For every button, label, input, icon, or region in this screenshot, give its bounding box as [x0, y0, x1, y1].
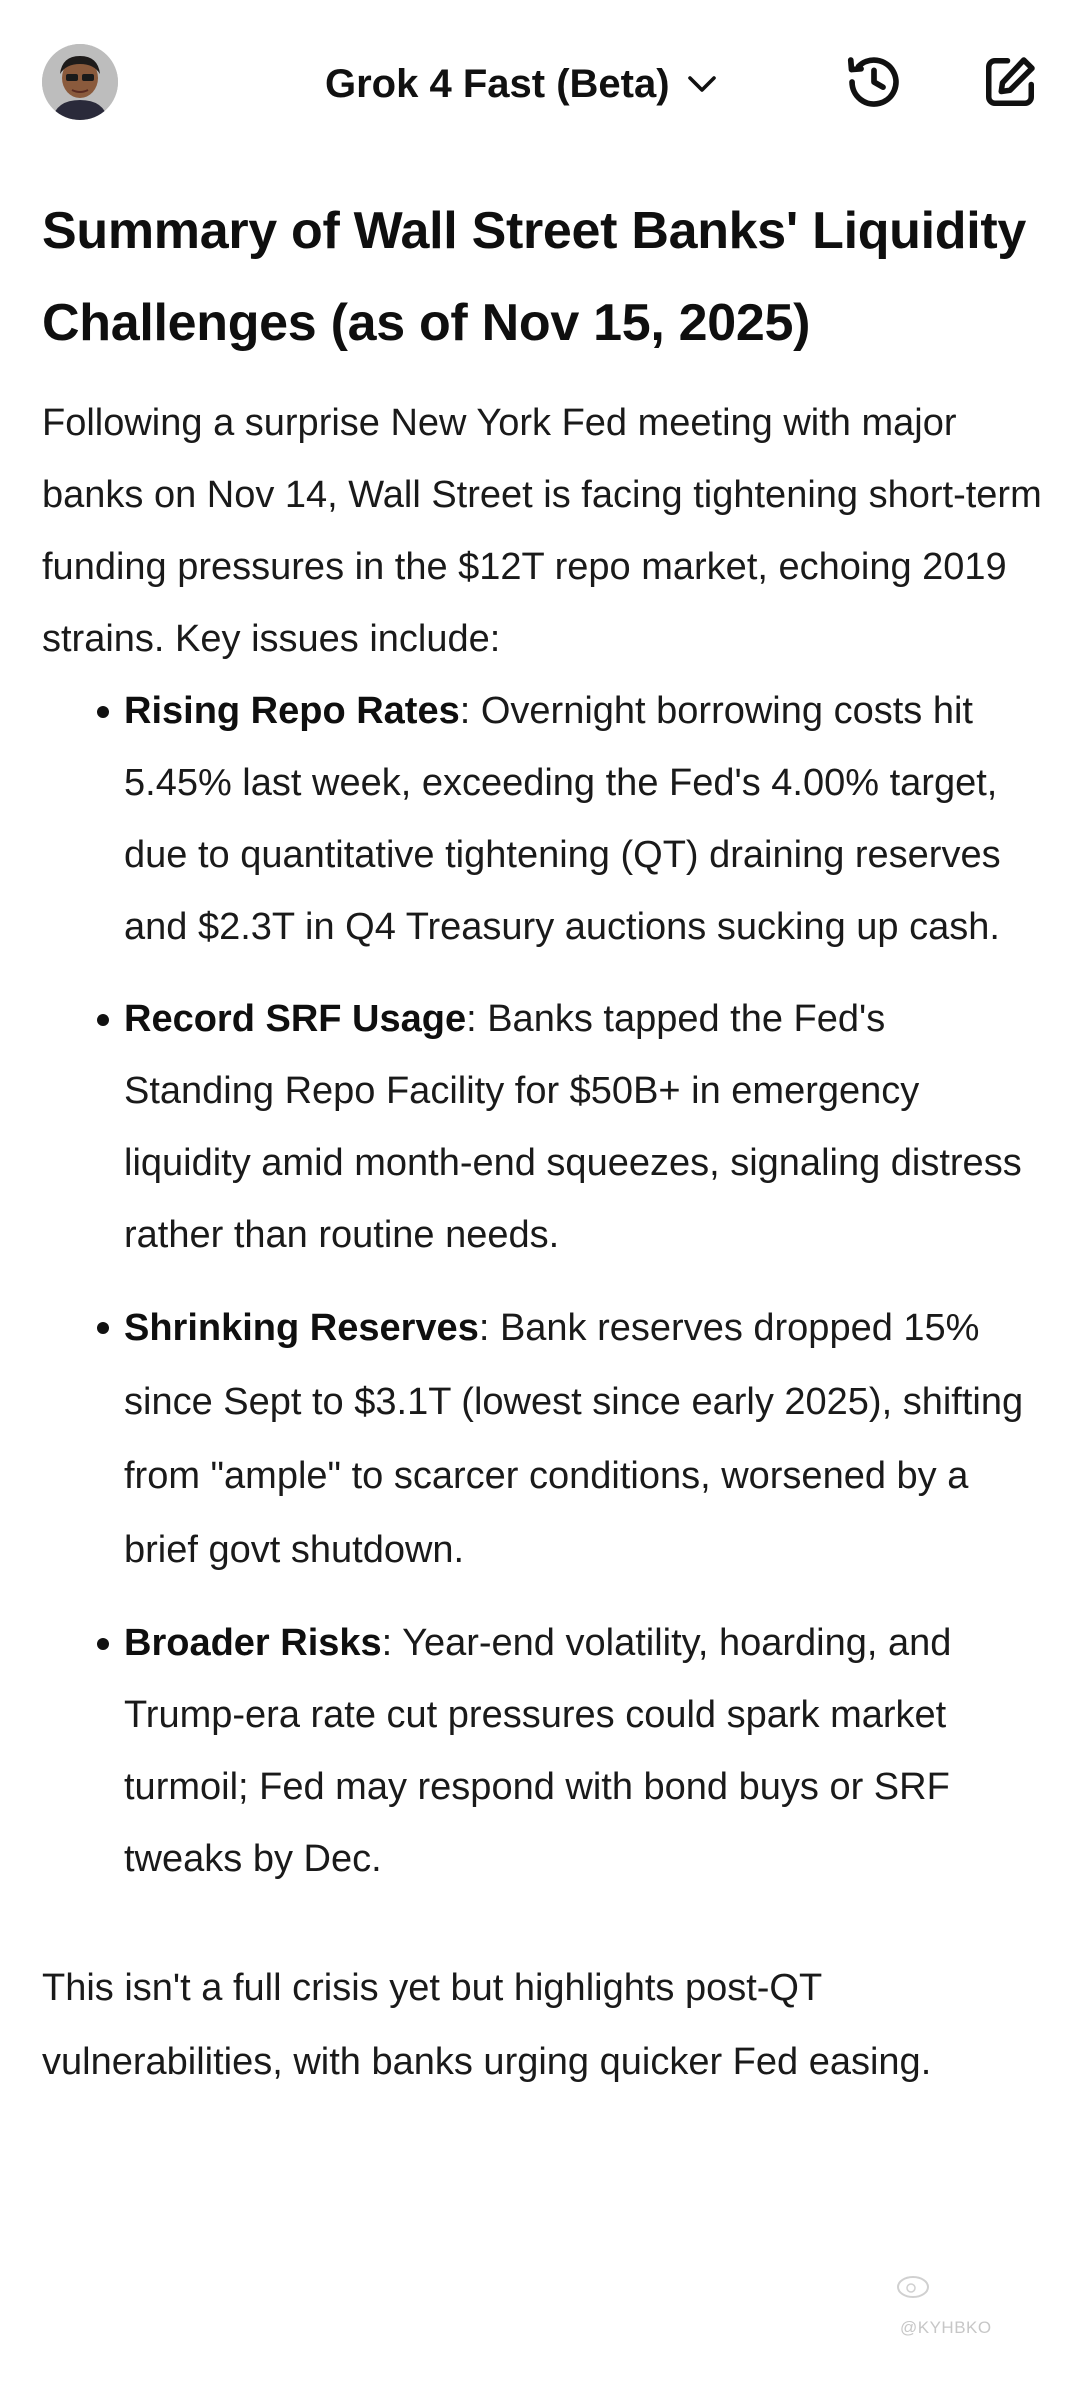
watermark-logo-icon — [895, 2270, 935, 2300]
list-item — [42, 675, 1042, 963]
list-item-text: : Year-end volatility, hoarding, and Trump-era rate cut pressures could spark market turmoil; Fed may respond with bond buys or SRF tweaks by Dec. — [124, 1622, 952, 1880]
list-item — [42, 983, 1042, 1271]
list-item-heading: Shrinking Reserves — [124, 1307, 479, 1349]
compose-icon — [980, 52, 1040, 112]
top-bar — [0, 0, 1080, 160]
list-item — [42, 1607, 1042, 1895]
model-selector[interactable] — [325, 48, 720, 120]
avatar-icon — [42, 44, 118, 120]
list-item-heading: Rising Repo Rates — [124, 690, 460, 732]
list-item — [42, 1291, 1042, 1587]
list-item-heading: Record SRF Usage — [124, 998, 467, 1040]
response-content — [42, 185, 1042, 2099]
chevron-down-icon — [684, 66, 720, 102]
watermark-text: @KYHBKO — [900, 2318, 992, 2337]
history-button[interactable] — [836, 44, 912, 120]
list-item-text: : Banks tapped the Fed's Standing Repo Facility for $50B+ in emergency liquidity amid month-end squeezes, signaling distress rather than routine needs. — [124, 998, 1022, 1256]
key-issues-list — [42, 675, 1042, 1895]
response-title: Summary of Wall Street Banks' Liquidity Challenges (as of Nov 15, 2025) — [42, 202, 1027, 352]
history-icon — [843, 51, 905, 113]
list-item-heading: Broader Risks — [124, 1622, 382, 1664]
new-chat-button[interactable] — [972, 44, 1048, 120]
list-item-text: : Bank reserves dropped 15% since Sept to $3.1T (lowest since early 2025), shifting from "ample" to scarcer conditions, worsened by a brief govt shutdown. — [124, 1307, 1024, 1571]
user-avatar[interactable] — [42, 44, 118, 120]
intro-paragraph: Following a surprise New York Fed meeting with major banks on Nov 14, Wall Street is facing tightening short-term funding pressures in the $12T repo market, echoing 2019 strains. Key issues include: — [42, 402, 1042, 660]
model-name: Grok 4 Fast (Beta) — [325, 61, 670, 106]
list-item-text: : Overnight borrowing costs hit 5.45% last week, exceeding the Fed's 4.00% target, due to quantitative tightening (QT) draining reserves and $2.3T in Q4 Treasury auctions sucking up cash. — [124, 690, 1001, 948]
closing-paragraph: This isn't a full crisis yet but highlights post-QT vulnerabilities, with banks urging quicker Fed easing. — [42, 1967, 932, 2083]
